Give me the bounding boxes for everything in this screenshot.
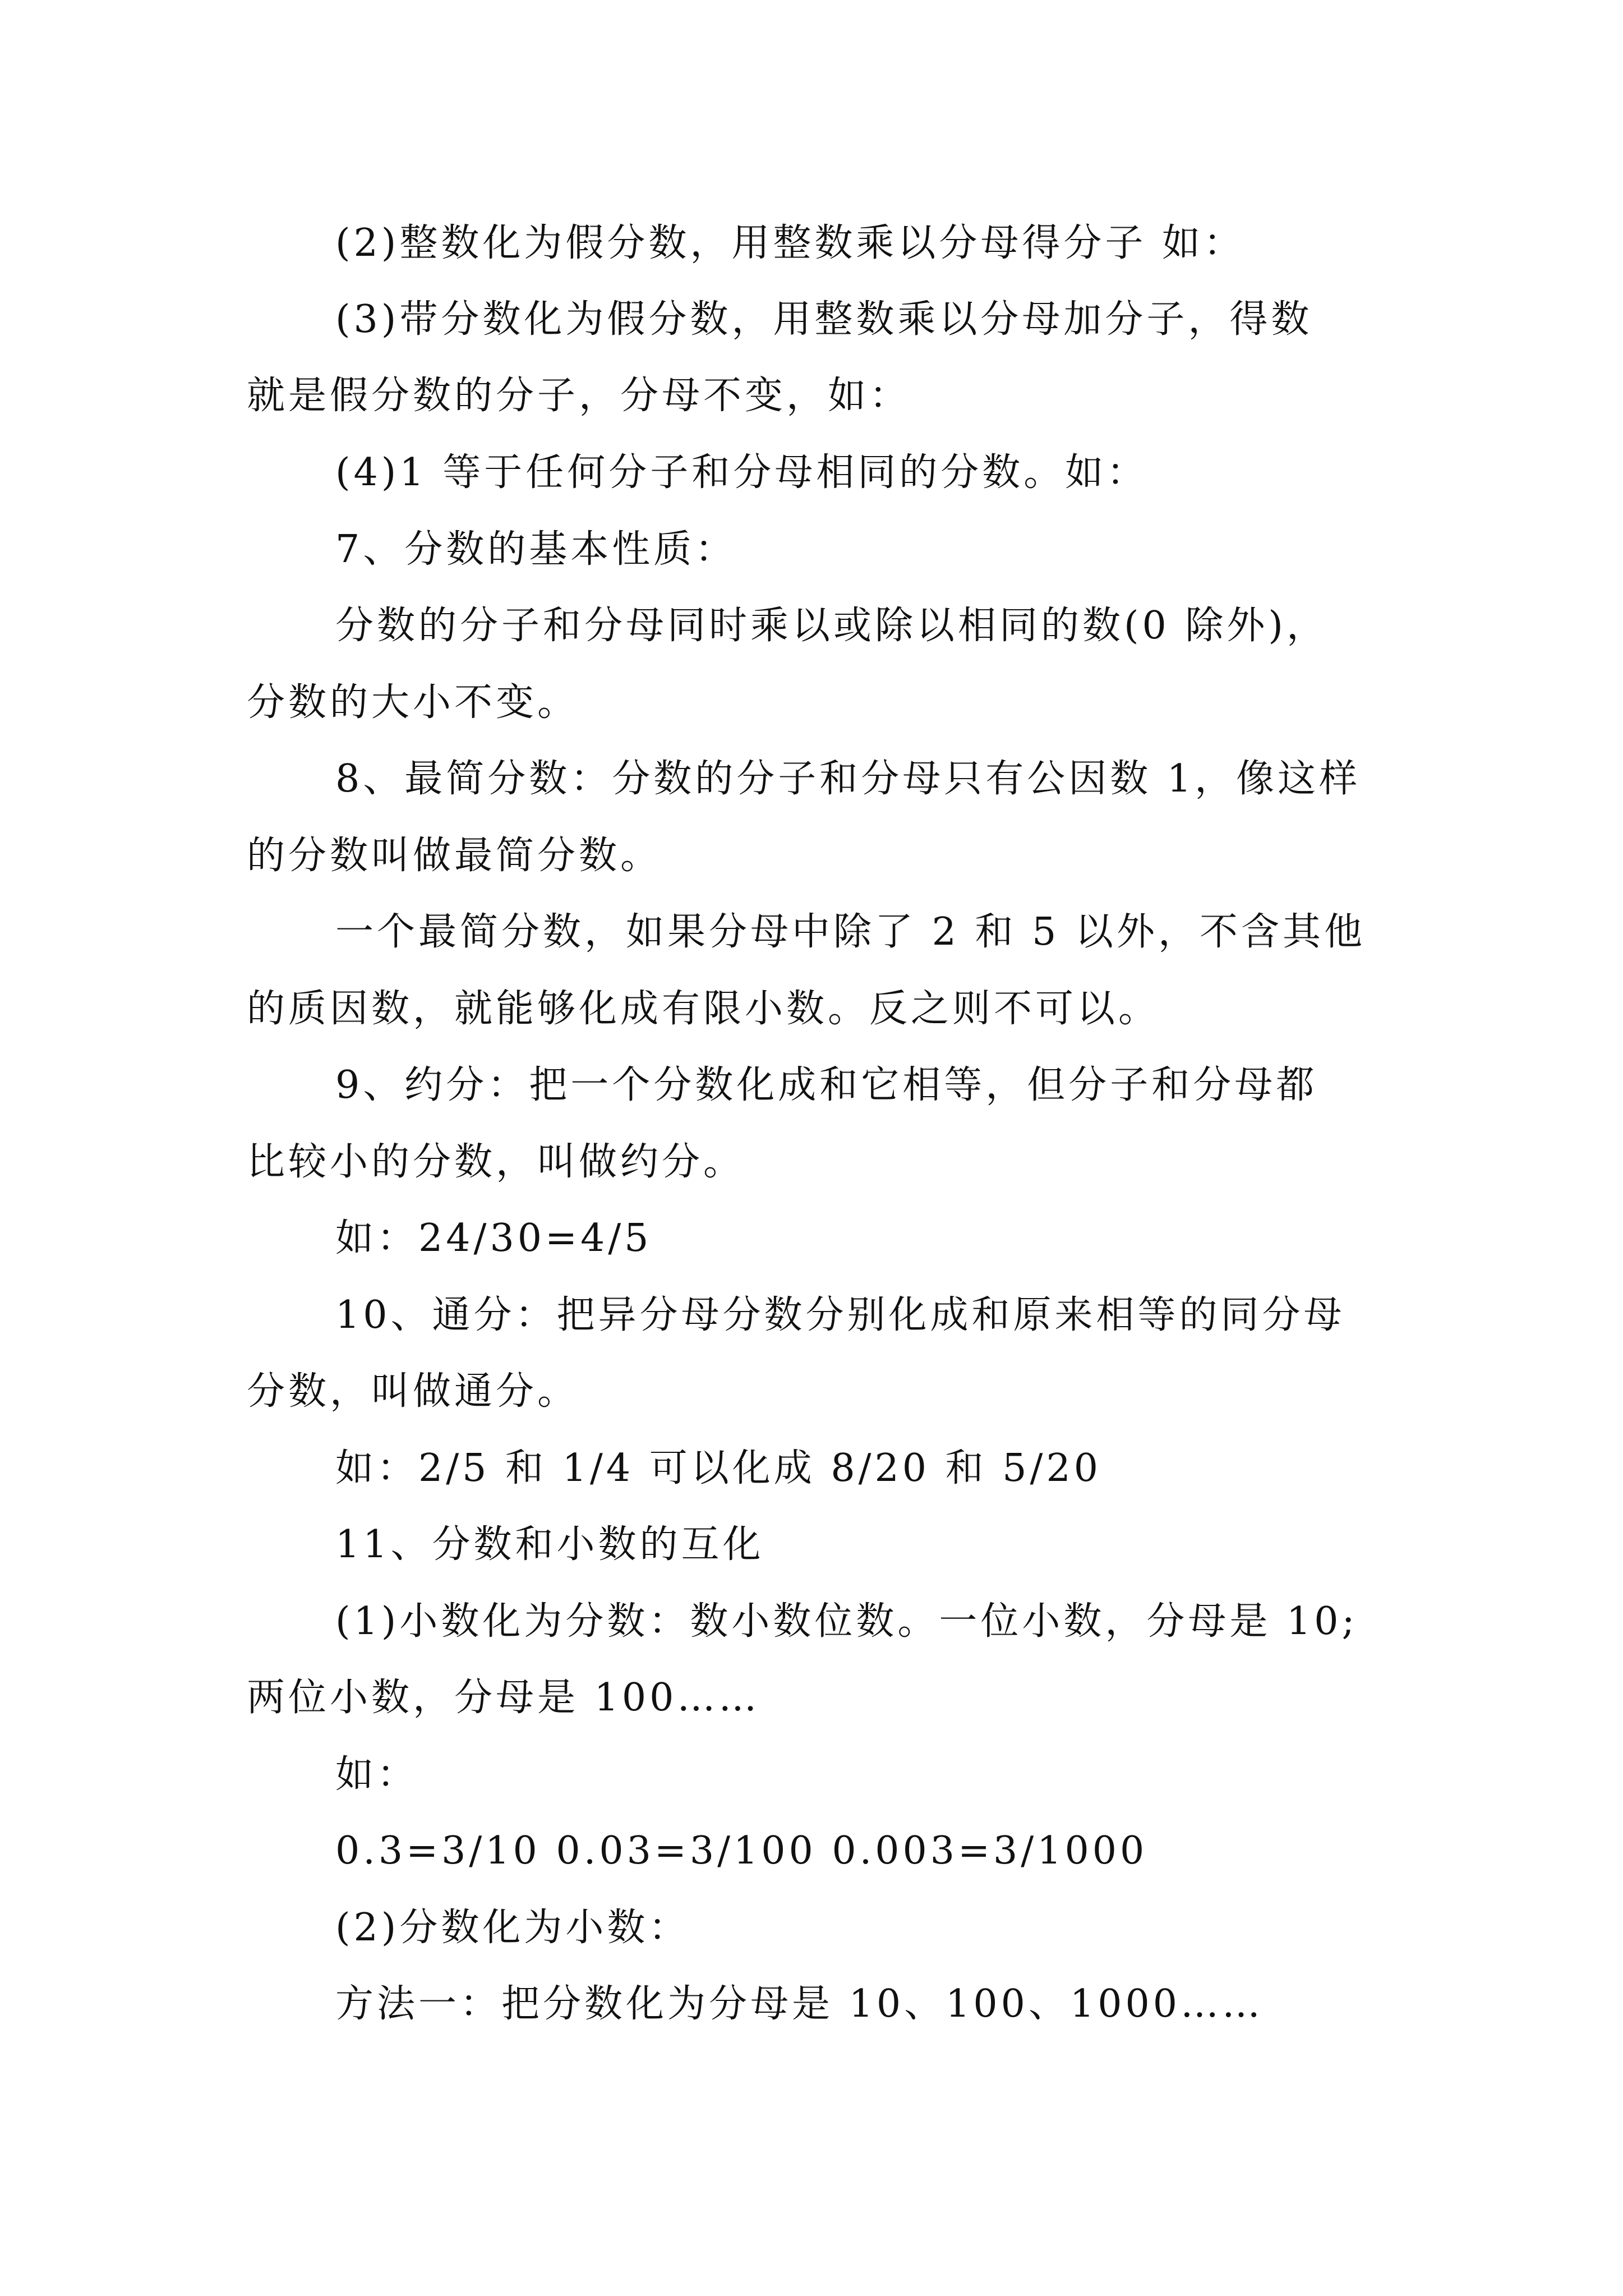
text-line: 分数的大小不变。 bbox=[247, 680, 579, 725]
text-line: (2)整数化为假分数，用整数乘以分母得分子 如： bbox=[335, 221, 1245, 265]
example-label: 如： bbox=[335, 1752, 419, 1797]
text-line: 方法一：把分数化为分母是 10、100、1000…… bbox=[335, 1982, 1264, 2026]
text-line: (4)1 等于任何分子和分母相同的分数。如： bbox=[335, 450, 1149, 495]
text-line: 分数，叫做通分。 bbox=[247, 1369, 579, 1414]
text-line: 比较小的分数，叫做约分。 bbox=[247, 1140, 745, 1184]
example-line: 如：24/30=4/5 bbox=[335, 1216, 652, 1260]
section-heading: 11、分数和小数的互化 bbox=[335, 1522, 764, 1567]
text-line: (2)分数化为小数： bbox=[335, 1906, 690, 1950]
text-line: 的质因数，就能够化成有限小数。反之则不可以。 bbox=[247, 987, 1160, 1031]
example-line: 0.3=3/10 0.03=3/100 0.003=3/1000 bbox=[335, 1829, 1148, 1873]
text-line: 一个最简分数，如果分母中除了 2 和 5 以外，不含其他 bbox=[335, 910, 1366, 954]
text-line: 两位小数，分母是 100…… bbox=[247, 1676, 760, 1720]
text-line: 的分数叫做最简分数。 bbox=[247, 834, 662, 878]
section-heading: 10、通分：把异分母分数分别化成和原来相等的同分母 bbox=[335, 1293, 1345, 1337]
section-heading: 8、最简分数：分数的分子和分母只有公因数 1，像这样 bbox=[335, 757, 1361, 801]
section-heading: 9、约分：把一个分数化成和它相等，但分子和分母都 bbox=[335, 1063, 1318, 1107]
section-heading: 7、分数的基本性质： bbox=[335, 527, 737, 572]
text-line: (3)带分数化为假分数，用整数乘以分母加分子，得数 bbox=[335, 297, 1313, 342]
text-line: 就是假分数的分子，分母不变，如： bbox=[247, 374, 911, 418]
text-line: 分数的分子和分母同时乘以或除以相同的数(0 除外)， bbox=[335, 604, 1328, 648]
text-line: (1)小数化为分数：数小数位数。一位小数，分母是 10; bbox=[335, 1599, 1358, 1644]
example-line: 如：2/5 和 1/4 可以化成 8/20 和 5/20 bbox=[335, 1446, 1101, 1490]
